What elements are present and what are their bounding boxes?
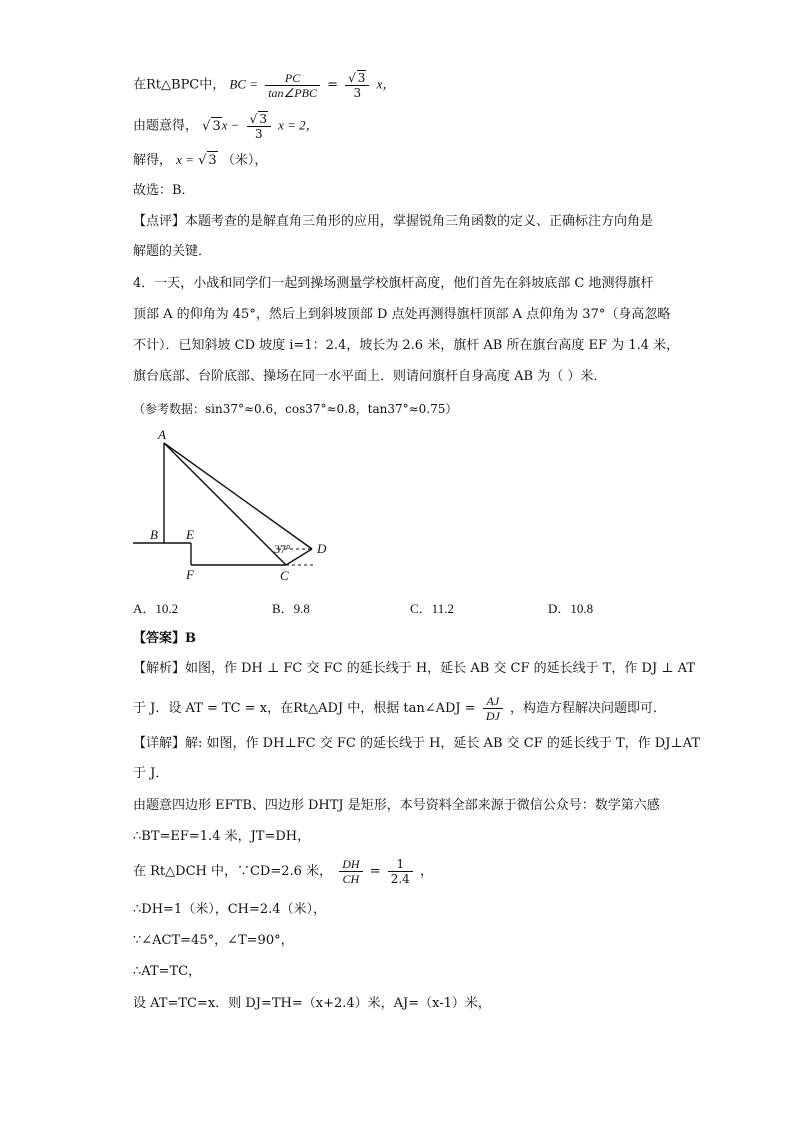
detail-line-6: ∴DH=1（米），CH=2.4（米）， — [133, 902, 327, 917]
option-a: A．10.2 — [133, 601, 179, 616]
question-line-3: 不计）．已知斜坡 CD 坡度 i=1：2.4，坡长为 2.6 米，旗杆 AB 所在旗台高度 EF 为 1.4 米， — [133, 338, 680, 353]
analysis-line-1: 【解析】如图，作 DH ⊥ FC 交 FC 的延长线于 H，延长 AB 交 CF 的延长线于 T，作 DJ ⊥ AT — [133, 661, 696, 676]
formula-bc-line: 在Rt△BPC中， BC = $\frac{PC}{\text{tan∠PBC}}$ = $\frac{√ 3}{3}$ x， — [133, 70, 396, 100]
fraction-sqrt3-3-b: $\frac{√ 3}{3}$ — [247, 111, 271, 141]
detail-line-4: ∴BT=EF=1.4 米，JT=DH， — [133, 829, 311, 844]
option-d: D．10.8 — [548, 601, 594, 616]
detail-line-5: 在 Rt△DCH 中，∵CD=2.6 米， $\frac{DH}{CH}$ = $\frac{1}{2.4}$ ， — [133, 857, 433, 886]
detail-line-3: 由题意四边形 EFTB、四边形 DHTJ 是矩形，本号资料全部来源于微信公众号：数学第六感 — [133, 798, 660, 813]
analysis-line-2: 于 J．设 AT = TC = x，在Rt△ADJ 中，根据 tan∠ADJ = $\frac{AJ}{DJ}$ ，构造方程解决问题即可． — [133, 694, 666, 723]
comment-line-1: 【点评】本题考查的是解直角三角形的应用，掌握锐角三角函数的定义、正确标注方向角是 — [133, 214, 654, 229]
label-a: A — [158, 427, 166, 442]
reference-data: （参考数据：sin37°≈0.6，cos37°≈0.8，tan37°≈0.75） — [133, 402, 458, 416]
detail-line-8: ∴AT=TC， — [133, 964, 202, 979]
line-ac — [164, 443, 286, 565]
angle-label: 37° — [274, 542, 291, 556]
label-e: E — [186, 527, 194, 542]
label-b: B — [150, 527, 158, 542]
question-line-4: 旗台底部、台阶底部、操场在同一水平面上．则请问旗杆自身高度 AB 为（ ）米． — [133, 369, 607, 384]
detail-line-7: ∵∠ACT=45°，∠T=90°， — [133, 933, 294, 948]
fraction-aj-dj: $\frac{AJ}{DJ}$ — [483, 694, 503, 723]
detail-line-9: 设 AT=TC=x．则 DJ=TH=（x+2.4）米，AJ=（x-1）米， — [133, 996, 491, 1011]
question-line-2: 顶部 A 的仰角为 45°，然后上到斜坡顶部 D 点处再测得旗杆顶部 A 点仰角为 37°（身高忽略 — [133, 307, 671, 322]
equation-line: 由题意得， √ 3x − $\frac{√ 3}{3}$ x = 2， — [133, 112, 319, 141]
answer-label: 【答案】B — [133, 631, 196, 646]
detail-line-2: 于 J． — [133, 766, 169, 781]
question-line-1: 4．一天，小战和同学们一起到操场测量学校旗杆高度，他们首先在斜坡底部 C 地测得旗杆 — [133, 276, 654, 291]
label-f: F — [186, 567, 194, 582]
choice-line: 故选：B． — [133, 183, 195, 198]
geometry-figure — [128, 425, 338, 585]
label-c: C — [280, 568, 289, 583]
fraction-sqrt3-3: $\frac{√ 3}{3}$ — [345, 70, 369, 100]
solution-line: 解得， x = √ 3 （米）， — [133, 152, 268, 168]
fraction-dh-ch: $\frac{DH}{CH}$ — [339, 857, 362, 886]
option-c: C．11.2 — [410, 601, 454, 616]
label-d: D — [317, 541, 327, 556]
comment-line-2: 解题的关键． — [133, 244, 212, 259]
fraction-pc-tan: $\frac{PC}{\text{tan∠PBC}}$ — [265, 71, 320, 100]
fraction-1-2.4: $\frac{1}{2.4}$ — [388, 857, 413, 886]
detail-line-1: 【详解】解: 如图，作 DH⊥FC 交 FC 的延长线于 H，延长 AB 交 CF 的延长线于 T，作 DJ⊥AT — [133, 736, 701, 751]
option-b: B．9.8 — [272, 601, 310, 616]
